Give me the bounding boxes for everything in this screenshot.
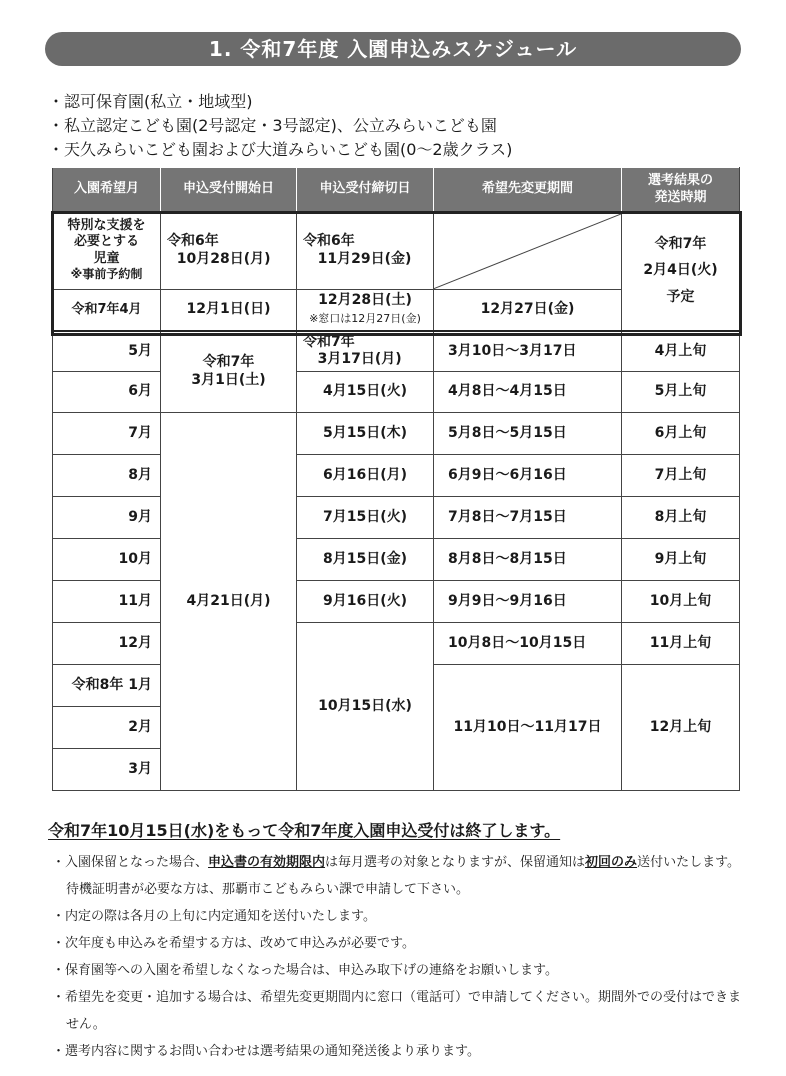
month-cell: 令和8年 1月 — [53, 665, 161, 707]
month-cell: 7月 — [53, 413, 161, 455]
deadline-cell: 5月15日(木) — [297, 413, 434, 455]
table-row — [53, 372, 740, 413]
change-cell: 9月9日〜9月16日 — [434, 581, 622, 623]
table-header-row — [53, 168, 740, 212]
may-deadline: 令和7年 3月17日(月) — [297, 331, 434, 372]
table-row — [53, 497, 740, 539]
special-result: 令和7年 2月4日(火) 予定 — [622, 212, 740, 331]
diagonal-slash — [433, 214, 621, 289]
change-cell: 7月8日〜7月15日 — [434, 497, 622, 539]
month-cell: 2月 — [53, 707, 161, 749]
result-cell: 8月上旬 — [622, 497, 740, 539]
change-jan-mar: 11月10日〜11月17日 — [434, 665, 622, 791]
result-cell: 10月上旬 — [622, 581, 740, 623]
april-change: 12月27日(金) — [434, 290, 622, 331]
result-cell: 7月上旬 — [622, 455, 740, 497]
month-cell: 12月 — [53, 623, 161, 665]
header-change: 希望先変更期間 — [434, 168, 622, 212]
month-cell: 3月 — [53, 749, 161, 791]
result-jan-mar: 12月上旬 — [622, 665, 740, 791]
start-jul-mar: 4月21日(月) — [161, 413, 297, 791]
note-item: ・選考内容に関するお問い合わせは選考結果の通知発送後より承ります。 — [52, 1044, 480, 1059]
april-month: 令和7年4月 — [53, 290, 161, 331]
deadline-cell: 9月16日(火) — [297, 581, 434, 623]
change-cell: 3月10日〜3月17日 — [434, 331, 622, 372]
header-result: 選考結果の 発送時期 — [622, 168, 740, 212]
target-facilities — [48, 90, 748, 162]
result-cell: 4月上旬 — [622, 331, 740, 372]
deadline-cell: 7月15日(火) — [297, 497, 434, 539]
header-deadline: 申込受付締切日 — [297, 168, 434, 212]
schedule-table — [52, 167, 740, 791]
special-start: 令和6年 10月28日(月) — [161, 212, 297, 290]
change-cell: 8月8日〜8月15日 — [434, 539, 622, 581]
result-cell: 9月上旬 — [622, 539, 740, 581]
table-row — [53, 539, 740, 581]
notes-section — [48, 818, 748, 1065]
note-item: ・希望先を変更・追加する場合は、希望先変更期間内に窓口（電話可）で申請してください。期間外での受付はできません。 — [52, 990, 742, 1032]
note-item: ・次年度も申込みを希望する方は、改めて申込みが必要です。 — [52, 936, 415, 951]
special-deadline: 令和6年 11月29日(金) — [297, 212, 434, 290]
result-cell: 11月上旬 — [622, 623, 740, 665]
deadline-notice: 令和7年10月15日(水)をもって令和7年度入園申込受付は終了します。 — [48, 821, 561, 840]
special-support-label: 特別な支援を 必要とする 児童 ※事前予約制 — [53, 212, 161, 290]
note-item: ・内定の際は各月の上旬に内定通知を送付いたします。 — [52, 909, 376, 924]
table-row — [53, 413, 740, 455]
table-row — [53, 331, 740, 372]
header-month: 入園希望月 — [53, 168, 161, 212]
april-deadline: 12月28日(土) ※窓口は12月27日(金) — [297, 290, 434, 331]
month-cell: 5月 — [53, 331, 161, 372]
note-item: ・保育園等への入園を希望しなくなった場合は、申込み取下げの連絡をお願いします。 — [52, 963, 558, 978]
change-cell: 4月8日〜4月15日 — [434, 372, 622, 413]
facility-line: ・天久みらいこども園および大道みらいこども園(0〜2歳クラス) — [48, 140, 513, 159]
table-row-special — [53, 212, 740, 290]
header-start: 申込受付開始日 — [161, 168, 297, 212]
change-cell: 10月8日〜10月15日 — [434, 623, 622, 665]
month-cell: 11月 — [53, 581, 161, 623]
change-cell: 6月9日〜6月16日 — [434, 455, 622, 497]
table-row — [53, 623, 740, 665]
april-start: 12月1日(日) — [161, 290, 297, 331]
month-cell: 9月 — [53, 497, 161, 539]
result-cell: 6月上旬 — [622, 413, 740, 455]
month-cell: 10月 — [53, 539, 161, 581]
may-june-start: 令和7年 3月1日(土) — [161, 331, 297, 413]
deadline-cell: 4月15日(火) — [297, 372, 434, 413]
result-cell: 5月上旬 — [622, 372, 740, 413]
note-item: ・入園保留となった場合、申込書の有効期限内は毎月選考の対象となりますが、保留通知は初回のみ送付いたします。待機証明書が必要な方は、那覇市こどもみらい課で申請して下さい。 — [52, 855, 741, 897]
table-row — [53, 581, 740, 623]
facility-line: ・私立認定こども園(2号認定・3号認定)、公立みらいこども園 — [48, 116, 497, 135]
change-cell: 5月8日〜5月15日 — [434, 413, 622, 455]
table-row — [53, 455, 740, 497]
facility-line: ・認可保育園(私立・地域型) — [48, 92, 253, 111]
deadline-dec-mar: 10月15日(水) — [297, 623, 434, 791]
page-title: 1. 令和7年度 入園申込みスケジュール — [45, 32, 741, 66]
deadline-cell: 6月16日(月) — [297, 455, 434, 497]
month-cell: 8月 — [53, 455, 161, 497]
month-cell: 6月 — [53, 372, 161, 413]
deadline-cell: 8月15日(金) — [297, 539, 434, 581]
